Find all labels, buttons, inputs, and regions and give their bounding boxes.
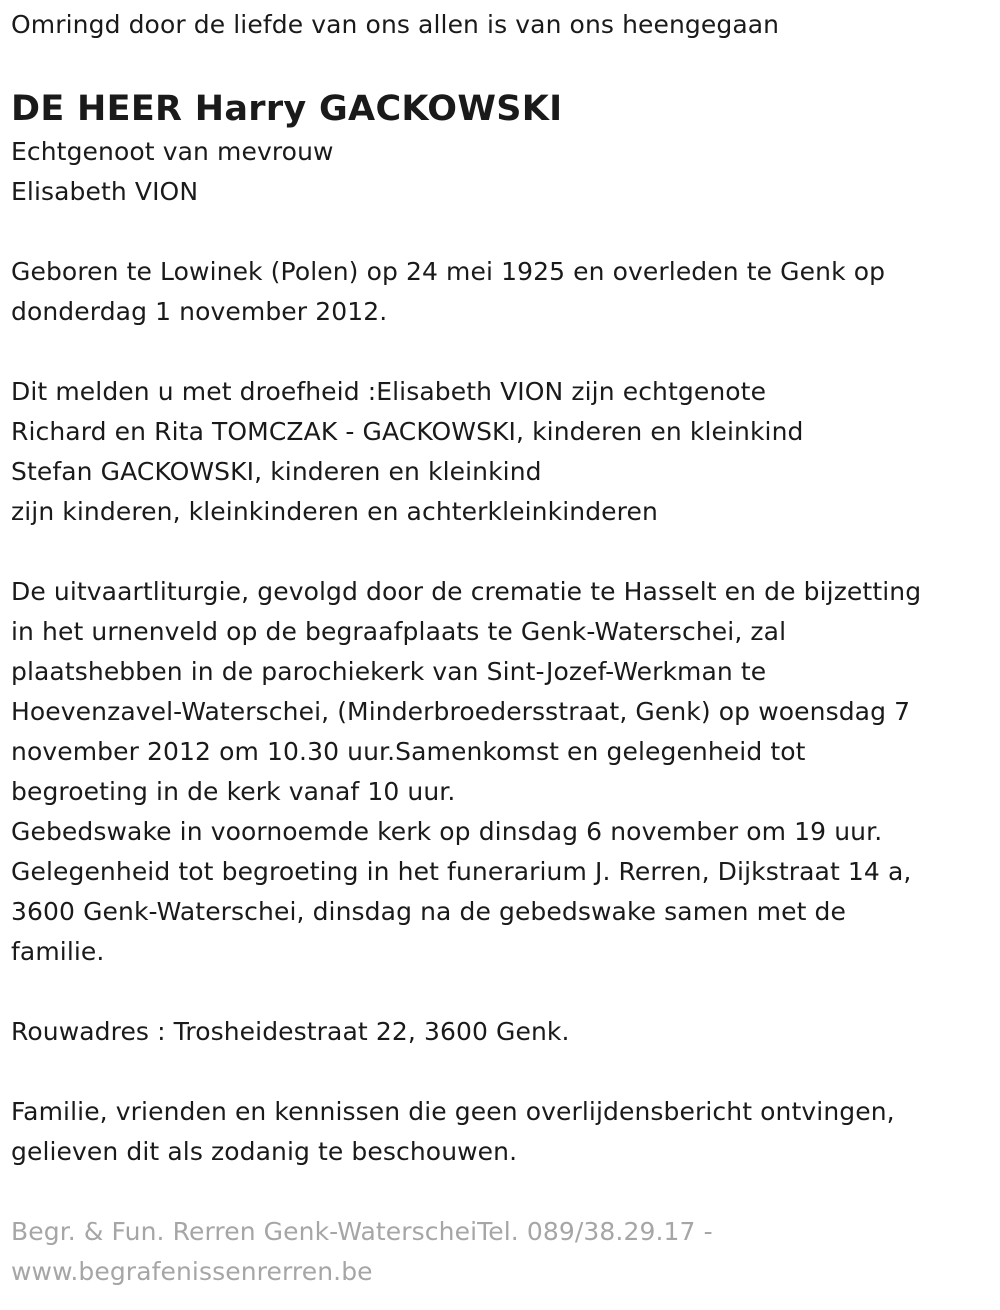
footer-website-line: www.begrafenissenrerren.be bbox=[11, 1257, 373, 1286]
funeral-line: in het urnenveld op de begraafplaats te Genk-Waterschei, zal bbox=[11, 617, 787, 646]
spouse-line: Echtgenoot van mevrouw bbox=[11, 137, 334, 166]
spacer bbox=[11, 532, 991, 572]
notice-section bbox=[11, 1092, 991, 1172]
funeral-line: Gebedswake in voornoemde kerk op dinsdag 6 november om 19 uur. bbox=[11, 817, 883, 846]
family-line: Dit melden u met droefheid :Elisabeth VION zijn echtgenote bbox=[11, 377, 767, 406]
funeral-line: plaatshebben in de parochiekerk van Sint-Jozef-Werkman te bbox=[11, 657, 767, 686]
mourning-address: Rouwadres : Trosheidestraat 22, 3600 Genk. bbox=[11, 1017, 570, 1046]
funeral-home-footer bbox=[11, 1212, 991, 1292]
family-line: Stefan GACKOWSKI, kinderen en kleinkind bbox=[11, 457, 542, 486]
funeral-section bbox=[11, 572, 991, 972]
footer-contact-line: Begr. & Fun. Rerren Genk-WaterscheiTel. 089/38.29.17 - bbox=[11, 1217, 713, 1246]
notice-line: Familie, vrienden en kennissen die geen overlijdensbericht ontvingen, bbox=[11, 1097, 895, 1126]
family-line: Richard en Rita TOMCZAK - GACKOWSKI, kinderen en kleinkind bbox=[11, 417, 804, 446]
notice-line: gelieven dit als zodanig te beschouwen. bbox=[11, 1137, 518, 1166]
birth-death-line: donderdag 1 november 2012. bbox=[11, 297, 388, 326]
funeral-line: Hoevenzavel-Waterschei, (Minderbroedersstraat, Genk) op woensdag 7 bbox=[11, 697, 911, 726]
funeral-line: familie. bbox=[11, 937, 105, 966]
spacer bbox=[11, 972, 991, 1012]
deceased-name: DE HEER Harry GACKOWSKI bbox=[11, 89, 563, 129]
birth-death-line: Geboren te Lowinek (Polen) op 24 mei 1925 en overleden te Genk op bbox=[11, 257, 886, 286]
funeral-line: begroeting in de kerk vanaf 10 uur. bbox=[11, 777, 456, 806]
spouse-line: Elisabeth VION bbox=[11, 177, 199, 206]
family-section bbox=[11, 372, 991, 532]
funeral-line: Gelegenheid tot begroeting in het funerarium J. Rerren, Dijkstraat 14 a, bbox=[11, 857, 912, 886]
birth-death-section bbox=[11, 252, 991, 332]
spouse-section bbox=[11, 132, 991, 212]
funeral-line: De uitvaartliturgie, gevolgd door de crematie te Hasselt en de bijzetting bbox=[11, 577, 922, 606]
funeral-line: november 2012 om 10.30 uur.Samenkomst en gelegenheid tot bbox=[11, 737, 806, 766]
intro-text: Omringd door de liefde van ons allen is van ons heengegaan bbox=[11, 10, 780, 39]
spacer bbox=[11, 212, 991, 252]
obituary-notice bbox=[11, 0, 991, 1292]
spacer bbox=[11, 1172, 991, 1212]
spacer bbox=[11, 332, 991, 372]
spacer bbox=[11, 1052, 991, 1092]
funeral-line: 3600 Genk-Waterschei, dinsdag na de gebedswake samen met de bbox=[11, 897, 846, 926]
family-line: zijn kinderen, kleinkinderen en achterkleinkinderen bbox=[11, 497, 658, 526]
